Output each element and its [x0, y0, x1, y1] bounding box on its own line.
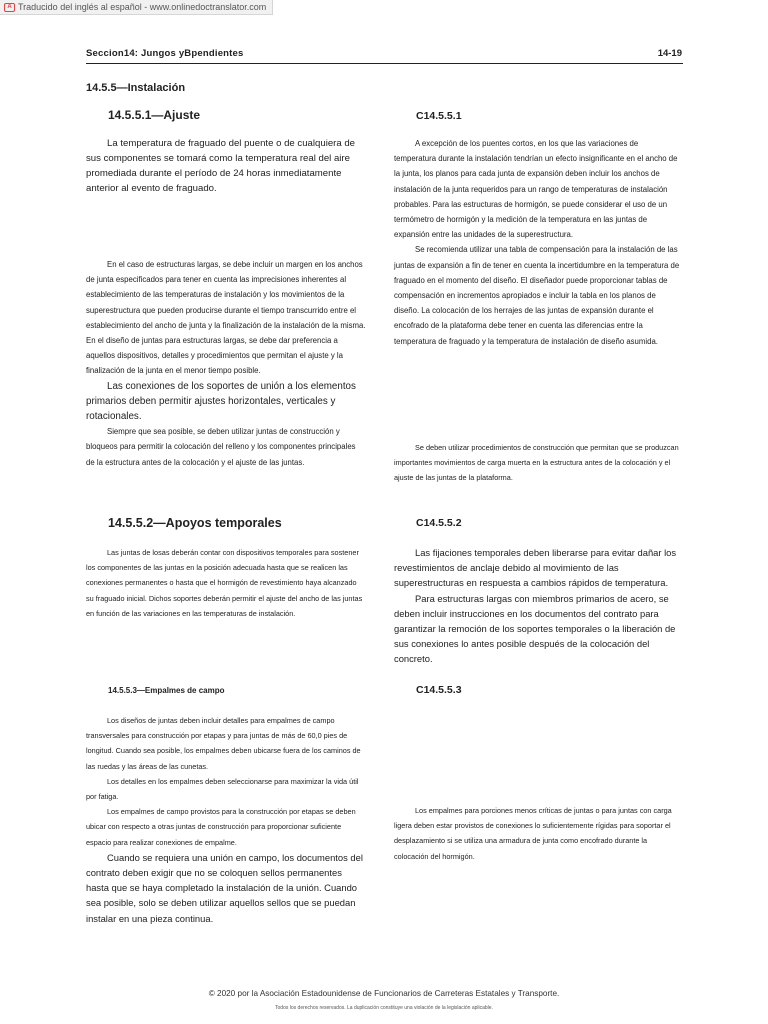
- paragraph-text: Los diseños de juntas deben incluir detalles para empalmes de campo transversales para construcción por etapas y para juntas de más de 60,0 pies de longitud. Cuando sea posible, los empalmes deben ubicarse fuera de los caminos de las ruedas y las áreas de las cunetas.: [86, 716, 361, 771]
- commentary-2-paragraphs: [394, 545, 682, 667]
- commentary-3-paragraph: [394, 803, 682, 864]
- running-header-title: Seccion14: Jungos yBpendientes: [86, 48, 244, 59]
- paragraph-text: Los empalmes para porciones menos críticas de juntas o para juntas con carga ligera deben estar provistos de conexiones lo suficientemente rígidas para soportar el desplazamiento si se utiliza una armadura de junta como encofrado durante la colocación del hormigón.: [394, 806, 672, 861]
- copyright-notice: © 2020 por la Asociación Estadounidense de Funcionarios de Carreteras Estatales y Transporte.: [208, 989, 560, 998]
- commentary-1-paragraph-3: [394, 440, 682, 486]
- empalmes-paragraphs: [86, 713, 366, 926]
- header-divider: [86, 63, 683, 64]
- paragraph-text: Siempre que sea posible, se deben utilizar juntas de construcción y bloqueos para permitir la colocación del relleno y los componentes principales de la estructura antes de la colocación y el ajuste de las juntas.: [86, 427, 356, 467]
- commentary-heading-3: C14.5.5.3: [416, 684, 462, 696]
- paragraph-text: Las conexiones de los soportes de unión a los elementos primarios deben permitir ajustes horizontales, verticales y rotacionales.: [86, 380, 356, 423]
- ajuste-paragraph-1: [86, 136, 366, 196]
- paragraph-text: A excepción de los puentes cortos, en los que las variaciones de temperatura durante la instalación tendrían un efecto insignificante en el ancho de la junta, los planos para cada junta de expansión deben incluir los anchos de instalación de la junta requeridos para un rango de temperaturas de instalación probables. Para las estructuras de hormigón, se puede considerar el uso de un termómetro de hormigón y la medición de la temperatura en las juntas de expansión entre las unidades de la superestructura.: [394, 139, 678, 240]
- paragraph-text: Los detalles en los empalmes deben seleccionarse para maximizar la vida útil por fatiga.: [86, 776, 359, 802]
- paragraph-text: Las juntas de losas deberán contar con dispositivos temporales para sostener los componentes de las juntas en la posición adecuada hasta que se realicen las conexiones permanentes o hasta que el hormigón de revestimiento haya alcanzado su fraguado inicial. Dichos soportes deberán permitir el ajuste del ancho de las juntas en función de las variaciones en las temperaturas de instalación.: [86, 548, 363, 618]
- paragraph-text: La temperatura de fraguado del puente o de cualquiera de sus componentes se tomará como la temperatura real del aire promediada durante el período de 24 horas inmediatamente anterior al evento de fraguado.: [86, 138, 356, 194]
- article-heading-empalmes: 14.5.5.3—Empalmes de campo: [108, 686, 225, 695]
- article-heading-ajuste: 14.5.5.1—Ajuste: [108, 108, 201, 122]
- ajuste-paragraphs: [86, 257, 366, 470]
- paragraph-text: Se recomienda utilizar una tabla de compensación para la instalación de las juntas de expansión a fin de tener en cuenta la incertidumbre en la temperatura de fraguado en el momento del diseño. El diseñador puede proporcionar tablas de compensación en incrementos apropiados e incluir la tabla en los planos de diseño. La colocación de los herrajes de las juntas de expansión durante el encofrado de la plataforma debe tener en cuenta las diferencias entre la temperatura de fraguado y la temperatura de instalación de diseño asumida.: [394, 245, 680, 346]
- commentary-1-paragraphs: [394, 136, 682, 349]
- paragraph-text: Para estructuras largas con miembros primarios de acero, se deben incluir instrucciones en los documentos del contrato para garantizar la remoción de los soportes temporales o la liberación de sus conexiones lo antes posible después de la colocación del concreto.: [394, 592, 676, 665]
- translator-banner[interactable]: [0, 0, 273, 15]
- section-heading: 14.5.5—Instalación: [86, 82, 186, 94]
- translate-icon: A: [4, 3, 15, 12]
- apoyos-paragraph: [86, 545, 366, 621]
- paragraph-text: Las fijaciones temporales deben liberarse para evitar dañar los revestimientos de anclaje debido al movimiento de las superestructuras en respuesta a cambios rápidos de temperatura.: [394, 547, 677, 589]
- commentary-heading-2: C14.5.5.2: [416, 517, 462, 529]
- banner-text[interactable]: Traducido del inglés al español - www.onlinedoctranslator.com: [18, 2, 267, 12]
- paragraph-text: Cuando se requiera una unión en campo, los documentos del contrato deben exigir que no se coloquen sellos permanentes hasta que se haya completado la instalación de la unión. Cuando sea posible, solo se deben utilizar aquellos sellos que se puedan instalar en una pieza continua.: [86, 851, 363, 924]
- page-number: 14-19: [657, 48, 682, 59]
- article-heading-apoyos: 14.5.5.2—Apoyos temporales: [108, 516, 282, 530]
- paragraph-text: Se deben utilizar procedimientos de construcción que permitan que se produzcan importantes movimientos de carga muerta en la estructura antes de la colocación y el ajuste de las juntas de la plataforma.: [394, 443, 679, 483]
- commentary-heading-1: C14.5.5.1: [416, 110, 462, 122]
- paragraph-text: Los empalmes de campo provistos para la construcción por etapas se deben ubicar con respecto a otras juntas de construcción para proporcionar suficiente espacio para realizar conexiones de empalme.: [86, 807, 356, 847]
- rights-notice: Todos los derechos reservados. La duplicación constituye una violación de la legislación aplicable.: [275, 1005, 493, 1011]
- paragraph-text: En el caso de estructuras largas, se debe incluir un margen en los anchos de junta especificados para tener en cuenta las imprecisiones inherentes al establecimiento de las temperaturas de instalación y los movimientos de la superestructura que pueden producirse durante el tiempo transcurrido entre el establecimiento del ancho de junta y la finalización de la instalación de la misma. En el diseño de juntas para estructuras largas, se debe dar preferencia a aquellos dispositivos, detalles y procedimientos que permitan el ajuste y la finalización de la junta en el menor tiempo posible.: [86, 260, 366, 376]
